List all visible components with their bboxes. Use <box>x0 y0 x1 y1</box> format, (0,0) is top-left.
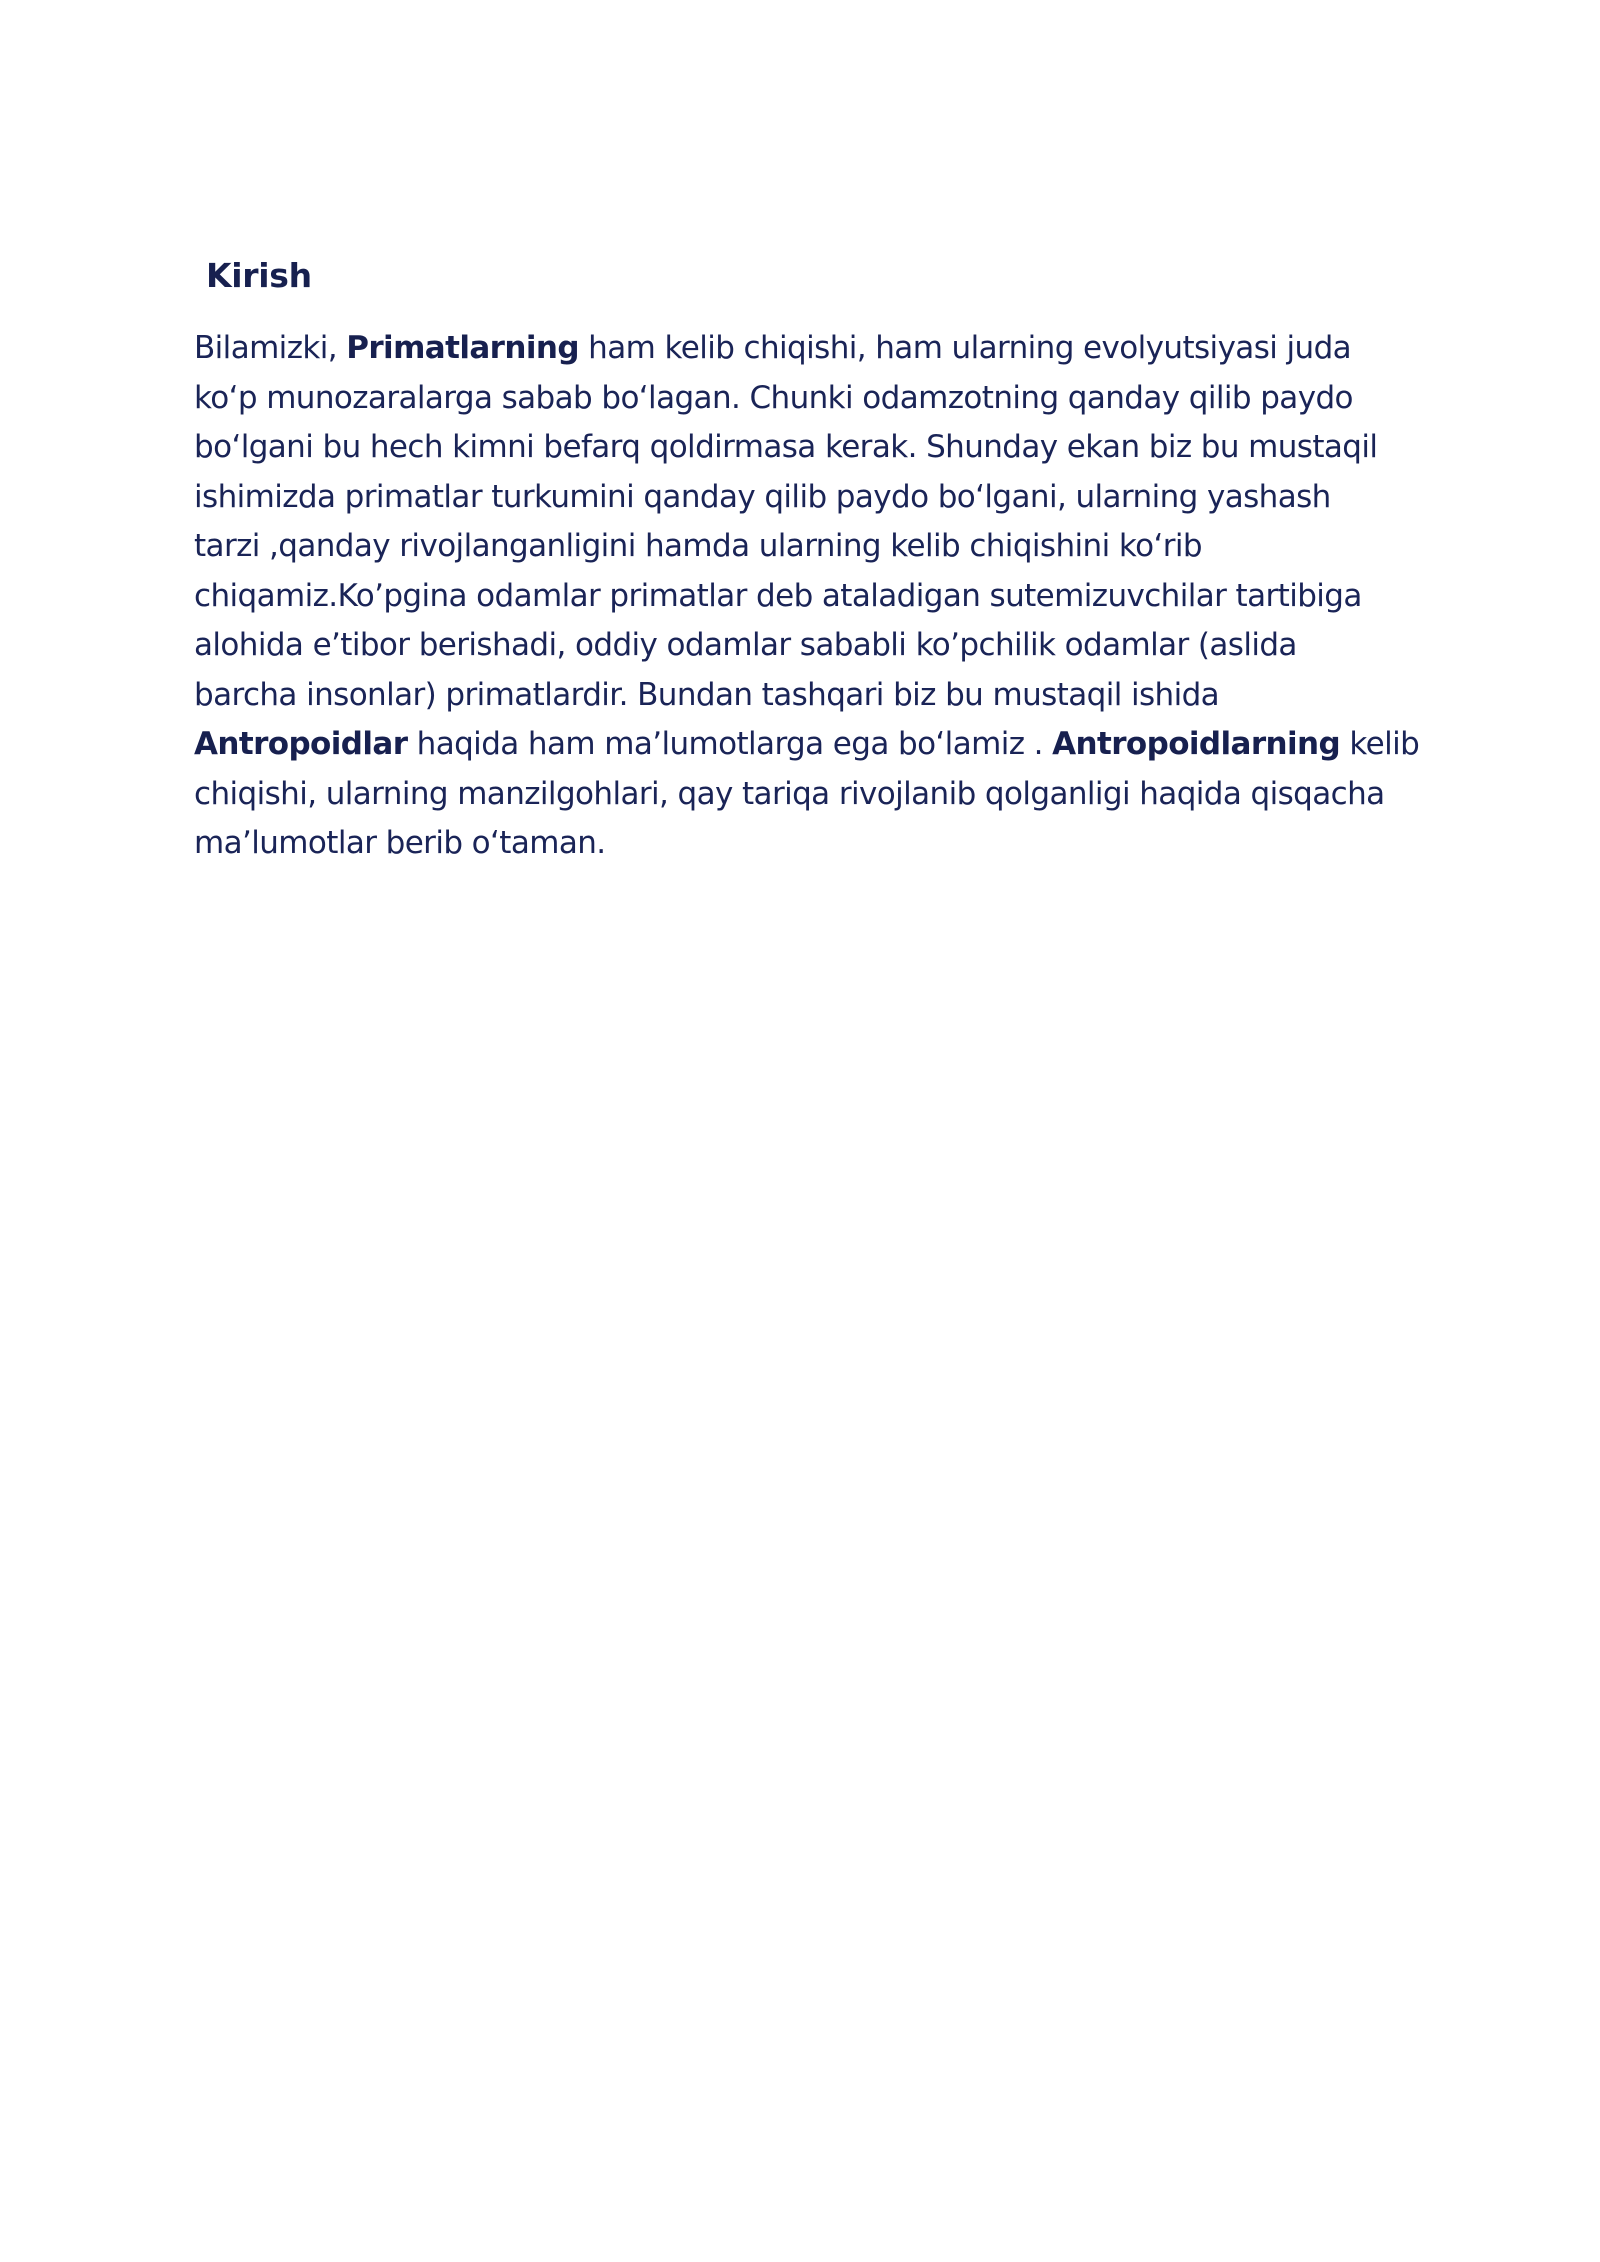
bold-term: Primatlarning <box>346 330 579 366</box>
text-run: chiqamiz.Ko’pgina odamlar primatlar deb ataladigan sutemizuvchilar tartibiga <box>194 577 1362 614</box>
bold-term: Antropoidlarning <box>1052 726 1341 762</box>
text-run: ham kelib chiqishi, ham ularning evolyutsiyasi juda <box>578 330 1352 366</box>
section-heading: Kirish <box>206 256 312 295</box>
text-run: barcha insonlar) primatlardir. Bundan tashqari biz bu mustaqil ishida <box>194 676 1220 713</box>
text-run: ishimizda primatlar turkumini qanday qilib paydo bo‘lgani, ularning yashash <box>194 478 1331 515</box>
paragraph-line <box>194 819 1424 869</box>
paragraph-line <box>194 720 1424 770</box>
text-run: bo‘lgani bu hech kimni befarq qoldirmasa kerak. Shunday ekan biz bu mustaqil <box>194 429 1378 465</box>
paragraph-line <box>194 324 1424 374</box>
text-run: alohida e’tibor berishadi, oddiy odamlar sababli ko’pchilik odamlar (aslida <box>194 627 1297 663</box>
text-run: kelib <box>1340 726 1420 762</box>
paragraph-line <box>194 770 1424 820</box>
body-paragraph <box>194 324 1424 869</box>
paragraph-line <box>194 522 1424 572</box>
text-run: Bilamizki, <box>194 330 347 366</box>
bold-term: Antropoidlar <box>194 726 408 762</box>
paragraph-line <box>194 572 1424 622</box>
text-run: ko‘p munozaralarga sabab bo‘lagan. Chunki odamzotning qanday qilib paydo <box>194 379 1353 416</box>
paragraph-line <box>194 671 1424 721</box>
text-run: chiqishi, ularning manzilgohlari, qay tariqa rivojlanib qolganligi haqida qisqacha <box>194 775 1385 812</box>
paragraph-line <box>194 374 1424 424</box>
text-run: ma’lumotlar berib o‘taman. <box>194 825 606 861</box>
text-run: haqida ham ma’lumotlarga ega bo‘lamiz . <box>407 726 1053 762</box>
text-run: tarzi ,qanday rivojlanganligini hamda ularning kelib chiqishini ko‘rib <box>194 528 1202 564</box>
paragraph-line <box>194 473 1424 523</box>
paragraph-line <box>194 423 1424 473</box>
paragraph-line <box>194 621 1424 671</box>
